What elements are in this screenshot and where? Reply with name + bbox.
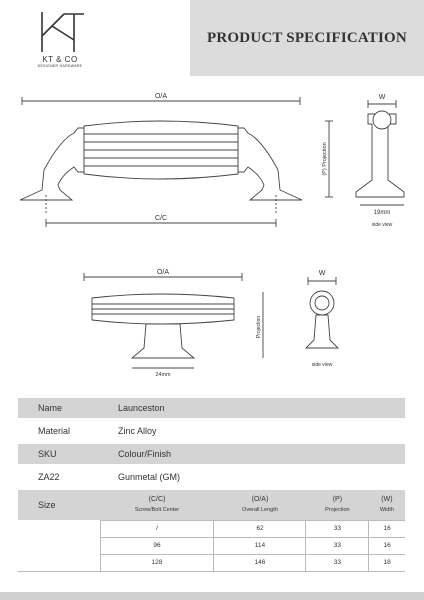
knob-front-view <box>84 273 263 368</box>
sku-label: SKU <box>18 444 100 464</box>
material-value: Zinc Alloy <box>118 426 157 436</box>
knob-side-view-label: side view <box>311 362 333 368</box>
sku-code: ZA22 <box>38 472 60 482</box>
handle-side-dim-label: 19mm <box>373 210 391 216</box>
handle-side-view <box>325 100 404 205</box>
row-material <box>18 418 405 444</box>
knob-base-label: 24mm <box>155 372 171 378</box>
title-panel <box>190 0 424 76</box>
row-finish <box>18 464 405 490</box>
col-oa: (O/A) Overall Length <box>214 490 306 520</box>
name-label: Name <box>18 398 100 418</box>
header <box>0 0 424 76</box>
logo <box>0 0 190 76</box>
col-p: (P) Projection <box>306 490 369 520</box>
col-cc: (C/C) Screw/Bolt Center <box>100 490 214 520</box>
knob-side-view <box>306 277 338 348</box>
handle-cc-label: C/C <box>154 215 168 222</box>
row-sku <box>18 444 405 464</box>
handle-side-view-label: side view <box>371 222 393 228</box>
col-w: (W) Width <box>369 490 405 520</box>
page-title: PRODUCT SPECIFICATION <box>207 29 407 46</box>
handle-projection-label: (P) Projection <box>322 142 328 176</box>
handle-w-label: W <box>378 94 386 101</box>
size-label: Size <box>18 490 100 520</box>
finish-value: Gunmetal (GM) <box>118 472 181 482</box>
sku-value: Colour/Finish <box>100 444 405 464</box>
knob-oa-label: O/A <box>156 269 170 276</box>
handle-oa-label: O/A <box>154 93 168 100</box>
name-value: Launceston <box>100 398 405 418</box>
handle-front-view <box>20 97 302 227</box>
table-row: / 62 33 16 <box>18 520 405 537</box>
table-row: 128 146 33 18 <box>18 554 405 571</box>
footer-bar <box>0 592 424 600</box>
material-label: Material <box>38 426 71 436</box>
brand-tagline: DESIGNER HARDWARE <box>37 64 83 68</box>
knob-w-label: W <box>318 270 326 277</box>
row-name <box>18 398 405 418</box>
row-size-header <box>18 490 405 520</box>
brand-name: KT & CO <box>42 55 78 64</box>
spec-table <box>18 398 405 572</box>
technical-drawings <box>0 80 424 390</box>
knob-projection-label: Projection <box>256 315 262 339</box>
kt-logo-icon <box>34 10 88 54</box>
table-row: 96 114 33 16 <box>18 537 405 554</box>
